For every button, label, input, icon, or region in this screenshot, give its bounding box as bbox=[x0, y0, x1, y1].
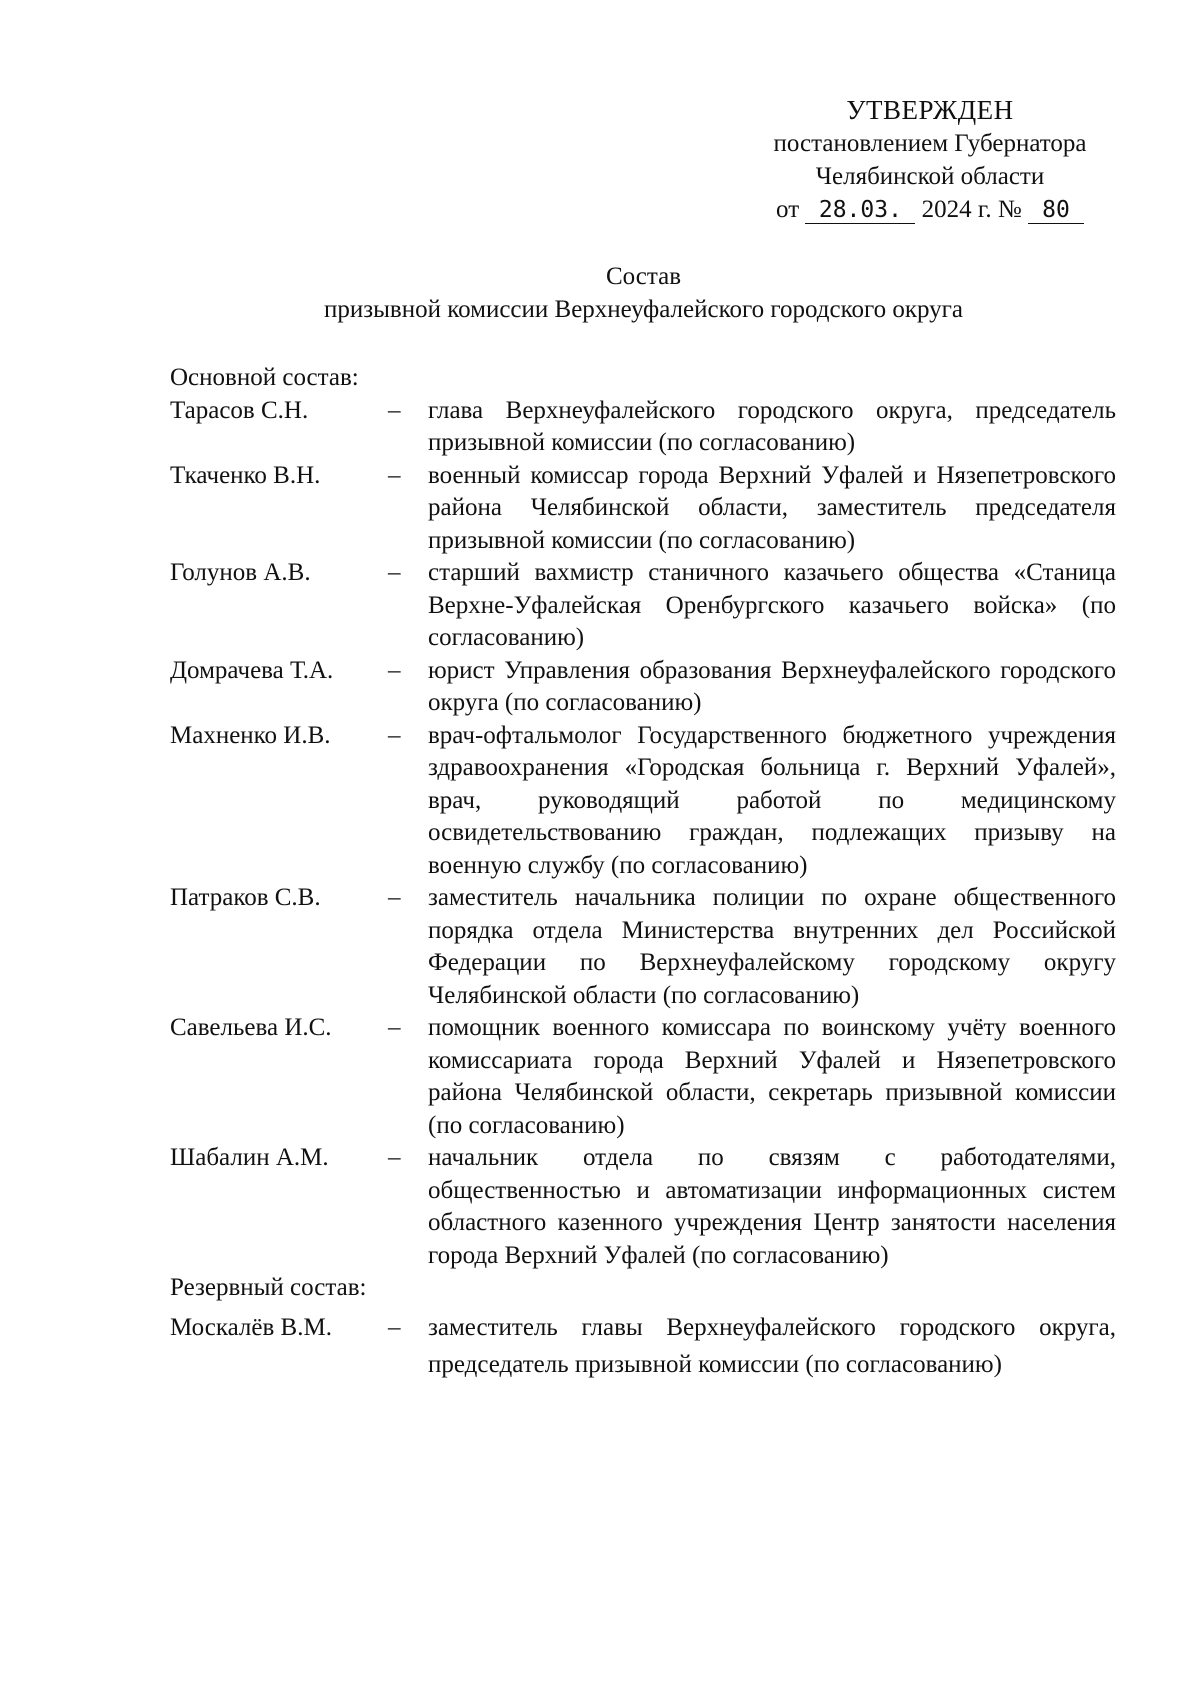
document-date: 28.03. bbox=[805, 197, 915, 224]
document-heading bbox=[0, 260, 1200, 326]
member-role: юрист Управления образования Верхнеуфалейского городского округа (по согласованию) bbox=[428, 656, 1116, 716]
heading-subtitle: призывной комиссии Верхнеуфалейского городского округа bbox=[323, 296, 963, 323]
heading-title: Состав bbox=[605, 263, 682, 290]
member-dash: – bbox=[388, 1144, 401, 1171]
member-entry bbox=[170, 720, 1116, 883]
member-role: заместитель начальника полиции по охране общественного порядка отдела Министерства внутренних дел Российской Федерации по Верхнеуфалейскому городскому округу Челябинской области (по согласованию) bbox=[428, 884, 1116, 1009]
member-dash: – bbox=[388, 884, 401, 911]
approval-block bbox=[740, 94, 1120, 226]
member-role: врач-офтальмолог Государственного бюджетного учреждения здравоохранения «Городская больница г. Верхний Уфалей», врач, руководящий работой по медицинскому освидетельствованию граждан, подлежащих призыву на военную службу (по согласованию) bbox=[428, 721, 1116, 879]
member-role: старший вахмистр станичного казачьего общества «Станица Верхне-Уфалейская Оренбургского казачьего войска» (по согласованию) bbox=[428, 559, 1116, 651]
date-prefix: от bbox=[776, 196, 800, 223]
approval-title: УТВЕРЖДЕН bbox=[846, 95, 1014, 125]
member-entry bbox=[170, 460, 1116, 558]
member-role: глава Верхнеуфалейского городского округа, председатель призывной комиссии (по согласованию) bbox=[428, 396, 1116, 456]
member-name: Москалёв В.М. bbox=[170, 1313, 332, 1341]
member-entry bbox=[170, 1012, 1116, 1142]
member-entry bbox=[170, 557, 1116, 655]
member-name: Шабалин А.М. bbox=[170, 1144, 329, 1171]
member-entry bbox=[170, 395, 1116, 460]
member-entry bbox=[170, 882, 1116, 1012]
member-role: военный комиссар города Верхний Уфалей и Нязепетровского района Челябинской области, заместитель председателя призывной комиссии (по согласованию) bbox=[428, 461, 1116, 554]
member-dash: – bbox=[388, 559, 401, 586]
member-name: Патраков С.В. bbox=[170, 884, 321, 911]
member-name: Голунов А.В. bbox=[170, 559, 311, 586]
member-role: помощник военного комиссара по воинскому учёту военного комиссариата города Верхний Уфалей и Нязепетровского района Челябинской области, секретарь призывной комиссии (по согласованию) bbox=[428, 1014, 1116, 1139]
member-dash: – bbox=[388, 656, 401, 684]
member-dash: – bbox=[388, 396, 401, 424]
member-name: Ткаченко В.Н. bbox=[170, 461, 321, 489]
member-dash: – bbox=[388, 1313, 401, 1341]
approval-line-2: Челябинской области bbox=[815, 163, 1045, 190]
member-entry bbox=[170, 1142, 1116, 1272]
member-entry bbox=[170, 1309, 1116, 1383]
commission-list bbox=[170, 362, 1116, 1383]
member-name: Домрачева Т.А. bbox=[170, 656, 334, 684]
member-role: заместитель главы Верхнеуфалейского городского округа, председатель призывной комиссии (по согласованию) bbox=[428, 1313, 1116, 1378]
main-section-label: Основной состав: bbox=[170, 364, 359, 391]
document-year: 2024 г. № bbox=[921, 196, 1022, 223]
member-name: Савельева И.С. bbox=[170, 1014, 332, 1041]
reserve-members bbox=[170, 1309, 1116, 1383]
approval-date-line bbox=[740, 193, 1120, 226]
member-role: начальник отдела по связям с работодателями, общественностью и автоматизации информационных систем областного казенного учреждения Центр занятости населения города Верхний Уфалей (по согласованию) bbox=[428, 1144, 1116, 1269]
document-number: 80 bbox=[1028, 197, 1084, 224]
main-members bbox=[170, 395, 1116, 1273]
reserve-section-label: Резервный состав: bbox=[170, 1274, 367, 1301]
member-dash: – bbox=[388, 721, 401, 749]
approval-line-1: постановлением Губернатора bbox=[773, 130, 1087, 157]
member-dash: – bbox=[388, 1014, 401, 1041]
member-dash: – bbox=[388, 461, 401, 489]
member-name: Махненко И.В. bbox=[170, 721, 331, 749]
member-name: Тарасов С.Н. bbox=[170, 396, 309, 424]
member-entry bbox=[170, 655, 1116, 720]
